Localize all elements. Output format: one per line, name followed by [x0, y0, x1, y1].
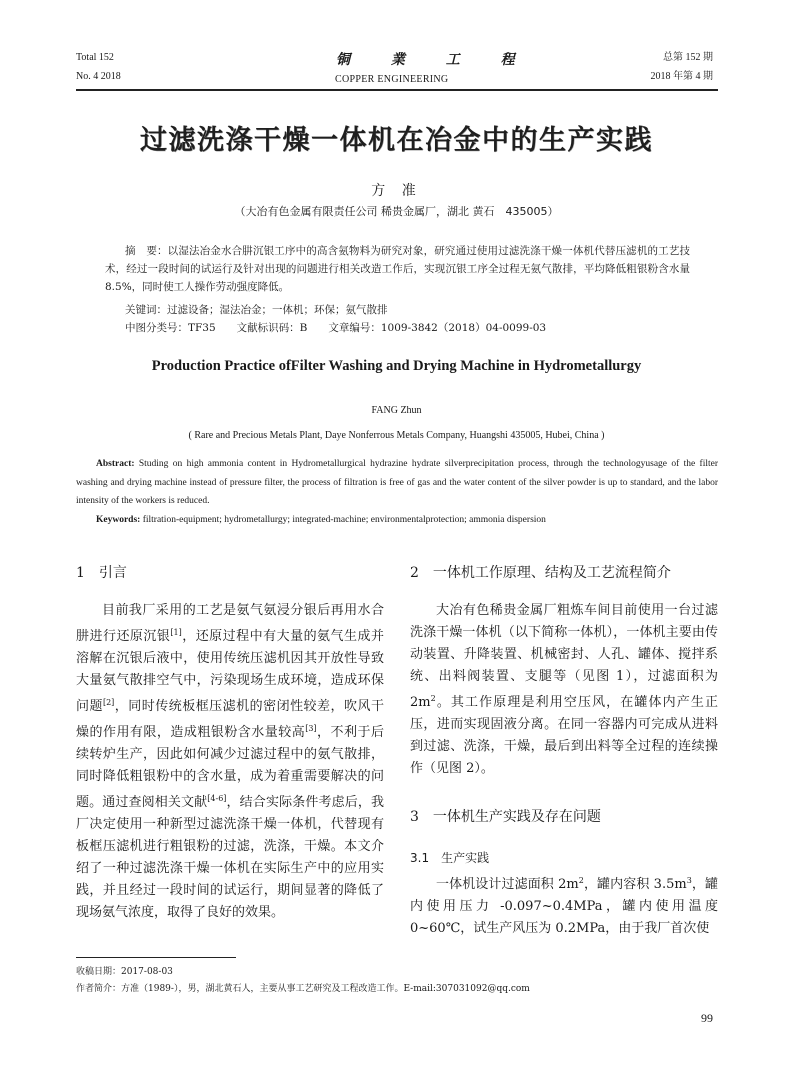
subsection-3-1-heading: 3.1 生产实践	[410, 851, 490, 865]
section-1-heading: 1 引言	[76, 565, 127, 581]
abstract-en-label: Abstract:	[96, 459, 135, 469]
footnote-rule	[76, 957, 236, 958]
paper-title-en: Production Practice ofFilter Washing and Drying Machine in Hydrometallurgy	[151, 358, 642, 374]
affiliation: （大冶有色金属有限责任公司 稀贵金属厂，湖北 黄石 435005）	[234, 205, 559, 218]
header-issue-cn: 2018 年第 4 期	[650, 71, 713, 82]
abstract-en	[76, 455, 718, 511]
s31-text-1: 一体机设计过滤面积 2m	[436, 877, 579, 892]
s1-text-3: ，同时传统板框压滤机的密闭性较差，吹风干燥的作用有限，造成粗银粉含水量较高	[76, 699, 384, 740]
s31-superscript-1: 2	[578, 876, 584, 885]
citation-4[interactable]: [4-6]	[207, 794, 227, 803]
author-name-en: FANG Zhun	[371, 405, 422, 416]
header-total: Total 152	[76, 52, 114, 63]
section-2-heading: 2 一体机工作原理、结构及工艺流程简介	[410, 565, 671, 581]
s1-text-2: ，还原过程中有大量的氨气生成并溶解在沉银后液中，使用传统压滤机因其开放性导致大量氨气散排空气中，污染现场生成环境，造成环保问题	[76, 629, 384, 714]
keywords-en-text: filtration-equipment; hydrometallurgy; integrated-machine; environmentalprotection; ammonia dispersion	[140, 515, 546, 525]
keywords-cn	[105, 301, 690, 319]
s31-text-3: ，罐内使用压力 -0.097~0.4MPa，罐内使用温度 0~60℃，试生产风压为 0.2MPa，由于我厂首次使	[410, 877, 718, 936]
section-3-1-body	[410, 870, 718, 940]
citation-1[interactable]: [1]	[170, 628, 182, 637]
abstract-label: 摘 要：	[125, 245, 168, 257]
s2-superscript: 2	[430, 694, 436, 703]
abstract-en-text: Studing on high ammonia content in Hydrometallurgical hydrazine hydrate silverprecipitation process, through the technologyusage of the filter washing and drying machine instead of pressure filter, the process of filtration is free of gas and the water content of the silver powder is up to standard, and the labor intensity of the workers is reduced.	[76, 459, 718, 506]
abstract-cn	[105, 242, 690, 296]
keywords-en-label: Keywords:	[96, 515, 141, 525]
author-name: 方 准	[371, 183, 422, 199]
keywords-en	[76, 511, 718, 530]
header-total-cn: 总第 152 期	[663, 52, 713, 63]
classification	[105, 319, 690, 337]
citation-3[interactable]: [3]	[305, 724, 317, 733]
header-issue: No. 4 2018	[76, 71, 121, 82]
s31-superscript-2: 3	[686, 876, 692, 885]
s1-text-1: 目前我厂采用的工艺是氨气氨浸分银后再用水合肼进行还原沉银	[76, 603, 384, 644]
header-rule	[76, 89, 718, 91]
section-2-body	[410, 600, 718, 780]
citation-2[interactable]: [2]	[102, 698, 115, 707]
footnote-author: 作者简介：方准（1989-），男，湖北黄石人，主要从事工艺研究及工程改造工作。E-mail:307031092@qq.com	[76, 984, 530, 994]
keywords-label: 关键词：	[125, 304, 167, 316]
abstract-text: 以湿法冶金水合肼沉银工序中的高含氨物料为研究对象，研究通过使用过滤洗涤干燥一体机代替压滤机的工艺技术，经过一段时间的试运行及针对出现的问题进行相关改造工作后，实现沉银工序全过程无氨气散排，平均降低粗银粉含水量 8.5%，同时使工人操作劳动强度降低。	[105, 245, 691, 293]
section-3-heading: 3 一体机生产实践及存在问题	[410, 809, 601, 825]
journal-name-en: COPPER ENGINEERING	[335, 74, 449, 85]
section-1-body	[76, 600, 384, 924]
journal-logo: 铜 業 工 程	[336, 52, 533, 68]
affiliation-en: ( Rare and Precious Metals Plant, Daye Nonferrous Metals Company, Huangshi 435005, Hubei, China )	[188, 430, 605, 441]
s2-text-2: 。其工作原理是利用空压风，在罐体内产生正压，进而实现固液分离。在同一容器内可完成从进料到过滤、洗涤，干燥，最后到出料等全过程的连续操作（见图 2）。	[410, 695, 718, 776]
s1-text-4: ，不利于后续转炉生产，因此如何减少过滤过程中的氨气散排，同时降低粗银粉中的含水量，成为着重需要解决的问题。通过查阅相关文献	[76, 725, 384, 810]
classification-text: 中图分类号：TF35 文献标识码：B 文章编号：1009-3842（2018）04-0099-03	[125, 322, 547, 334]
s1-text-5: ，结合实际条件考虑后，我厂决定使用一种新型过滤洗涤干燥一体机，代替现有板框压滤机进行粗银粉的过滤，洗涤，干燥。本文介绍了一种过滤洗涤干燥一体机在实际生产中的应用实践，并且经过一段时间的试运行，期间显著的降低了现场氨气浓度，取得了良好的效果。	[76, 795, 384, 920]
page-number: 99	[701, 1011, 713, 1025]
keywords-text: 过滤设备；湿法冶金；一体机；环保；氨气散排	[167, 304, 388, 316]
s31-text-2: ，罐内容积 3.5m	[583, 877, 687, 892]
paper-title: 过滤洗涤干燥一体机在冶金中的生产实践	[140, 125, 653, 156]
footnote-received: 收稿日期：2017-08-03	[76, 967, 173, 977]
s2-text-1: 大冶有色稀贵金属厂粗炼车间目前使用一台过滤洗涤干燥一体机（以下简称一体机），一体机主要由传动装置、升降装置、机械密封、人孔、罐体、搅拌系统、出料阀装置、支腿等（见图 1），过滤面积为 2m	[410, 603, 718, 710]
